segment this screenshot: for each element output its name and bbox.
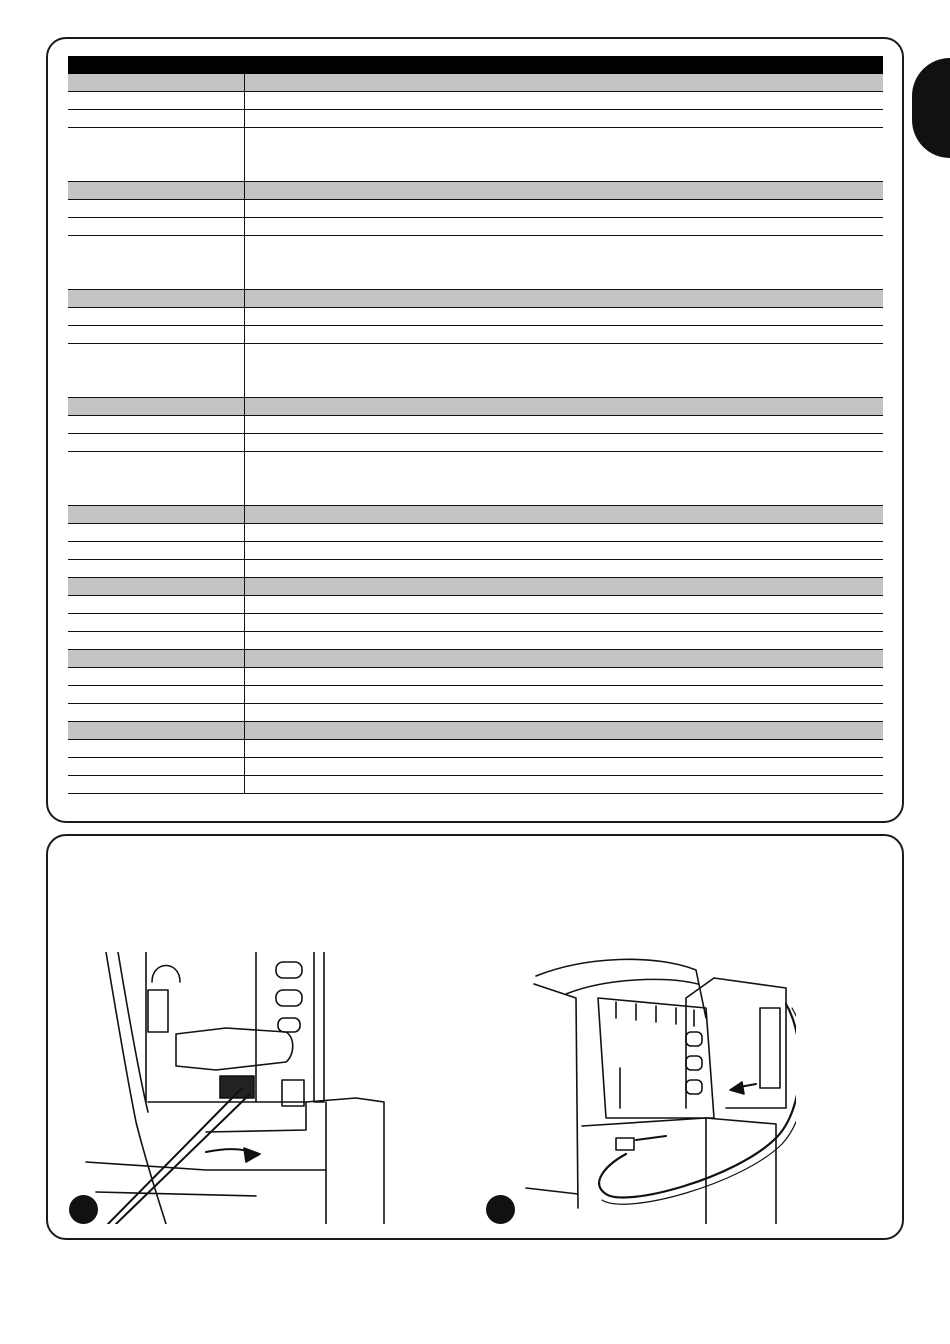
column-divider bbox=[244, 704, 245, 721]
column-divider bbox=[244, 308, 245, 325]
table-row bbox=[68, 632, 883, 650]
table-row bbox=[68, 686, 883, 704]
language-tab bbox=[912, 58, 950, 158]
table-row bbox=[68, 524, 883, 542]
table-row bbox=[68, 434, 883, 452]
figure-2-illustration bbox=[486, 958, 796, 1224]
column-divider bbox=[244, 452, 245, 505]
table-row bbox=[68, 200, 883, 218]
column-divider bbox=[244, 740, 245, 757]
figure-2-number-badge bbox=[486, 1195, 515, 1224]
column-divider bbox=[244, 236, 245, 289]
column-divider bbox=[244, 542, 245, 559]
table-row bbox=[68, 236, 883, 290]
column-divider bbox=[244, 398, 245, 415]
table-row bbox=[68, 452, 883, 506]
column-divider bbox=[244, 200, 245, 217]
table-row bbox=[68, 560, 883, 578]
table-row bbox=[68, 596, 883, 614]
column-divider bbox=[244, 758, 245, 775]
spec-table-panel bbox=[46, 37, 904, 823]
table-row bbox=[68, 218, 883, 236]
spec-table bbox=[68, 56, 883, 794]
table-section-row bbox=[68, 74, 883, 92]
table-section-row bbox=[68, 722, 883, 740]
column-divider bbox=[244, 434, 245, 451]
table-row bbox=[68, 758, 883, 776]
table-row bbox=[68, 110, 883, 128]
table-row bbox=[68, 740, 883, 758]
column-divider bbox=[244, 218, 245, 235]
column-divider bbox=[244, 290, 245, 307]
column-divider bbox=[244, 578, 245, 595]
column-divider bbox=[244, 74, 245, 91]
figure-1-number-badge bbox=[69, 1195, 98, 1224]
spec-table-body bbox=[68, 74, 883, 794]
table-row bbox=[68, 128, 883, 182]
table-row bbox=[68, 704, 883, 722]
table-row bbox=[68, 776, 883, 794]
column-divider bbox=[244, 686, 245, 703]
spec-table-header bbox=[68, 56, 883, 74]
column-divider bbox=[244, 524, 245, 541]
table-row bbox=[68, 416, 883, 434]
column-divider bbox=[244, 110, 245, 127]
column-divider bbox=[244, 722, 245, 739]
column-divider bbox=[244, 614, 245, 631]
column-divider bbox=[244, 182, 245, 199]
table-row bbox=[68, 326, 883, 344]
table-row bbox=[68, 344, 883, 398]
column-divider bbox=[244, 632, 245, 649]
column-divider bbox=[244, 668, 245, 685]
column-divider bbox=[244, 326, 245, 343]
table-section-row bbox=[68, 650, 883, 668]
table-section-row bbox=[68, 290, 883, 308]
table-row bbox=[68, 308, 883, 326]
column-divider bbox=[244, 344, 245, 397]
table-row bbox=[68, 92, 883, 110]
table-section-row bbox=[68, 398, 883, 416]
column-divider bbox=[244, 128, 245, 181]
column-divider bbox=[244, 560, 245, 577]
table-section-row bbox=[68, 506, 883, 524]
table-section-row bbox=[68, 578, 883, 596]
column-divider bbox=[244, 650, 245, 667]
column-divider bbox=[244, 506, 245, 523]
column-divider bbox=[244, 92, 245, 109]
table-row bbox=[68, 542, 883, 560]
column-divider bbox=[244, 596, 245, 613]
table-row bbox=[68, 668, 883, 686]
column-divider bbox=[244, 776, 245, 793]
table-section-row bbox=[68, 182, 883, 200]
figure-1-illustration bbox=[56, 952, 396, 1224]
column-divider bbox=[244, 416, 245, 433]
table-row bbox=[68, 614, 883, 632]
